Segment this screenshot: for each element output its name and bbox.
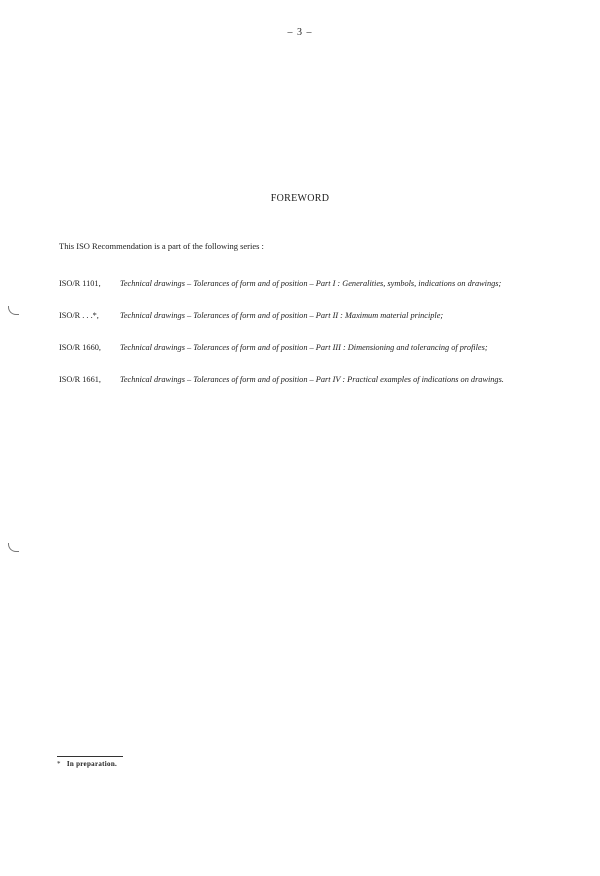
series-ref: ISO/R 1101, <box>59 279 101 288</box>
page-number: – 3 – <box>287 27 313 38</box>
page-title: FOREWORD <box>270 193 330 204</box>
margin-mark <box>8 306 19 315</box>
series-title: Technical drawings – Tolerances of form and of position – Part II : Maximum material principle; <box>120 311 444 320</box>
series-ref: ISO/R 1661, <box>59 375 101 384</box>
intro-text: This ISO Recommendation is a part of the following series : <box>59 241 264 251</box>
series-entry-1 <box>59 278 549 289</box>
footnote-rule <box>57 756 123 757</box>
footnote-marker: * <box>57 760 61 768</box>
series-title: Technical drawings – Tolerances of form and of position – Part I : Generalities, symbols, indications on drawings; <box>120 279 502 288</box>
series-ref: ISO/R . . .*, <box>59 311 99 320</box>
series-entry-4 <box>59 374 549 385</box>
series-ref: ISO/R 1660, <box>59 343 101 352</box>
series-title: Technical drawings – Tolerances of form and of position – Part IV : Practical examples of indications on drawings. <box>120 375 504 384</box>
series-title: Technical drawings – Tolerances of form and of position – Part III : Dimensioning and tolerancing of profiles; <box>120 343 488 352</box>
series-entry-2 <box>59 310 549 321</box>
footnote <box>57 760 117 768</box>
series-list <box>59 278 549 385</box>
footnote-text: In preparation. <box>66 760 118 768</box>
series-entry-3 <box>59 342 549 353</box>
margin-mark <box>8 543 19 552</box>
